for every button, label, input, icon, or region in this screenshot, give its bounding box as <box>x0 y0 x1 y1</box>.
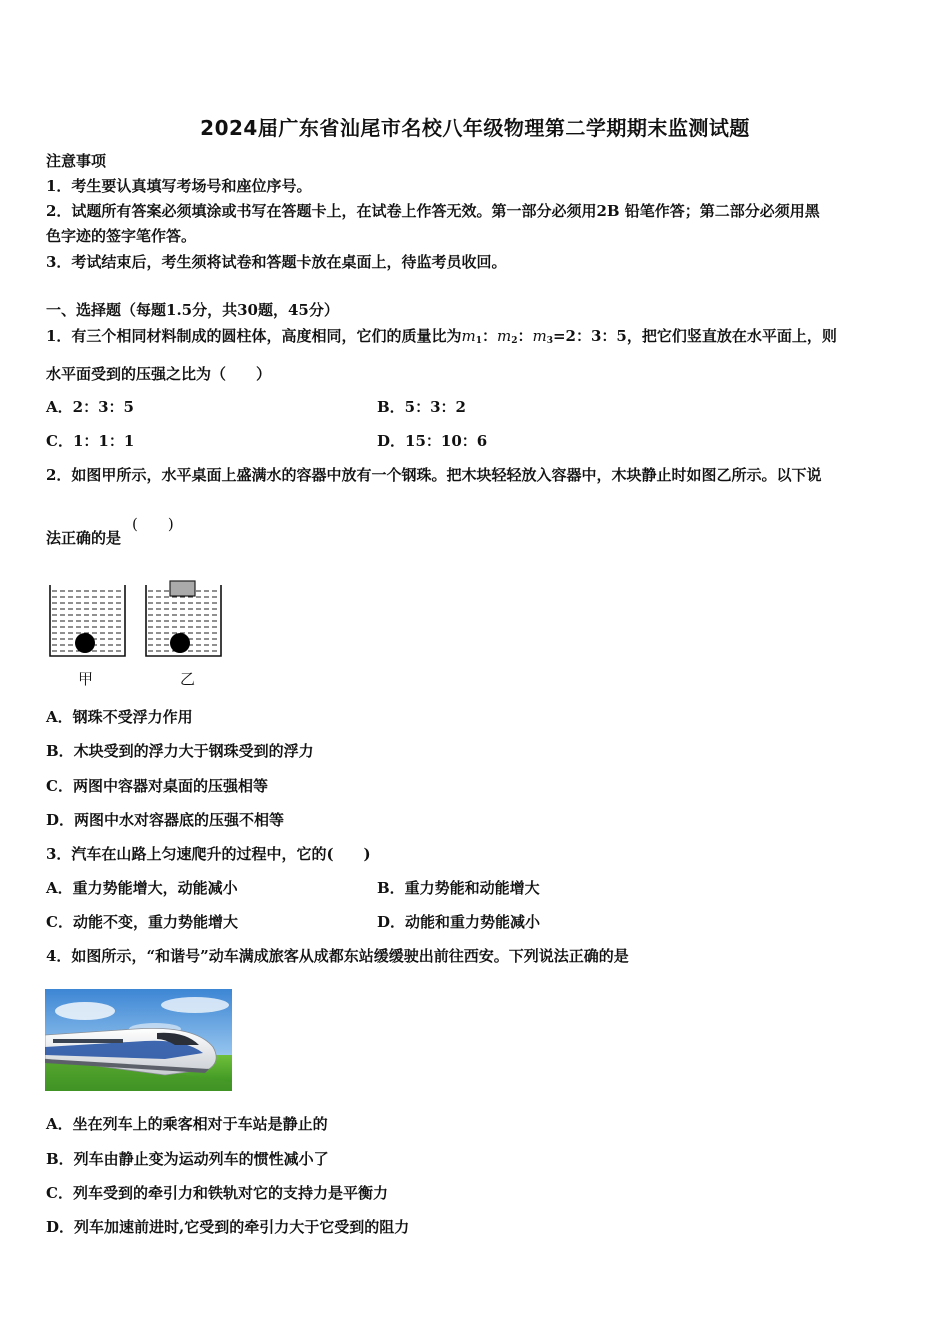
question-1-option-c[interactable]: C．1：1：1 <box>46 432 135 450</box>
question-4-option-a[interactable]: A．坐在列车上的乘客相对于车站是静止的 <box>46 1115 328 1133</box>
question-1-option-a[interactable]: A．2：3：5 <box>46 398 134 416</box>
steel-ball <box>75 633 95 653</box>
question-3-option-c[interactable]: C．动能不变，重力势能增大 <box>46 913 238 931</box>
notice-item: 2．试题所有答案必须填涂或书写在答题卡上，在试卷上作答无效。第一部分必须用2B 铅笔作答；第二部分必须用黑 <box>46 202 820 220</box>
figure-label-a: 甲 <box>78 670 94 688</box>
question-4-option-c[interactable]: C．列车受到的牵引力和铁轨对它的支持力是平衡力 <box>46 1184 388 1202</box>
question-2-option-b[interactable]: B．木块受到的浮力大于钢珠受到的浮力 <box>46 742 314 760</box>
question-3-option-d[interactable]: D．动能和重力势能减小 <box>377 913 541 931</box>
question-2-stem-line2: 法正确的是 <box>46 529 122 547</box>
train-photo <box>45 989 232 1091</box>
question-4-option-b[interactable]: B．列车由静止变为运动列车的惯性减小了 <box>46 1150 329 1168</box>
question-2-option-c[interactable]: C．两图中容器对桌面的压强相等 <box>46 777 268 795</box>
question-2-option-d[interactable]: D．两图中水对容器底的压强不相等 <box>46 811 285 829</box>
container-b <box>146 581 221 656</box>
question-3-option-a[interactable]: A．重力势能增大，动能减小 <box>46 879 238 897</box>
question-1-stem-line2: 水平面受到的压强之比为（ ） <box>46 365 272 383</box>
page-title: 2024届广东省汕尾市名校八年级物理第二学期期末监测试题 <box>200 116 750 140</box>
question-2-answer-paren: ( ) <box>132 515 174 533</box>
notice-heading: 注意事项 <box>46 152 107 170</box>
notice-item: 1．考生要认真填写考场号和座位序号。 <box>46 177 312 195</box>
question-3-stem: 3．汽车在山路上匀速爬升的过程中，它的( ) <box>46 845 371 863</box>
question-1-option-b[interactable]: B．5：3：2 <box>377 398 466 416</box>
question-3-option-b[interactable]: B．重力势能和动能增大 <box>377 879 540 897</box>
steel-ball <box>170 633 190 653</box>
question-1-stem: 1．有三个相同材料制成的圆柱体，高度相同，它们的质量比为$m_1$：$m_2$：$m_3=2$：3：5，把它们竖直放在水平面上，则 <box>46 327 837 346</box>
figure-label-b: 乙 <box>180 670 196 688</box>
wood-block <box>170 581 195 596</box>
question-1-option-d[interactable]: D．15：10：6 <box>377 432 488 450</box>
section-heading: 一、选择题（每题1.5分，共30题，45分） <box>46 301 339 319</box>
notice-item: 3．考试结束后，考生须将试卷和答题卡放在桌面上，待监考员收回。 <box>46 253 507 271</box>
question-2-stem: 2．如图甲所示，水平桌面上盛满水的容器中放有一个钢珠。把木块轻轻放入容器中，木块静止时如图乙所示。以下说 <box>46 466 822 484</box>
question-2-option-a[interactable]: A．钢珠不受浮力作用 <box>46 708 193 726</box>
container-a <box>50 585 125 656</box>
notice-item: 色字迹的签字笔作答。 <box>46 227 197 245</box>
question-4-stem: 4．如图所示，“和谐号”动车满成旅客从成都东站缓缓驶出前往西安。下列说法正确的是 <box>46 947 629 965</box>
container-figure <box>44 576 234 692</box>
question-4-option-d[interactable]: D．列车加速前进时,它受到的牵引力大于它受到的阻力 <box>46 1218 410 1236</box>
